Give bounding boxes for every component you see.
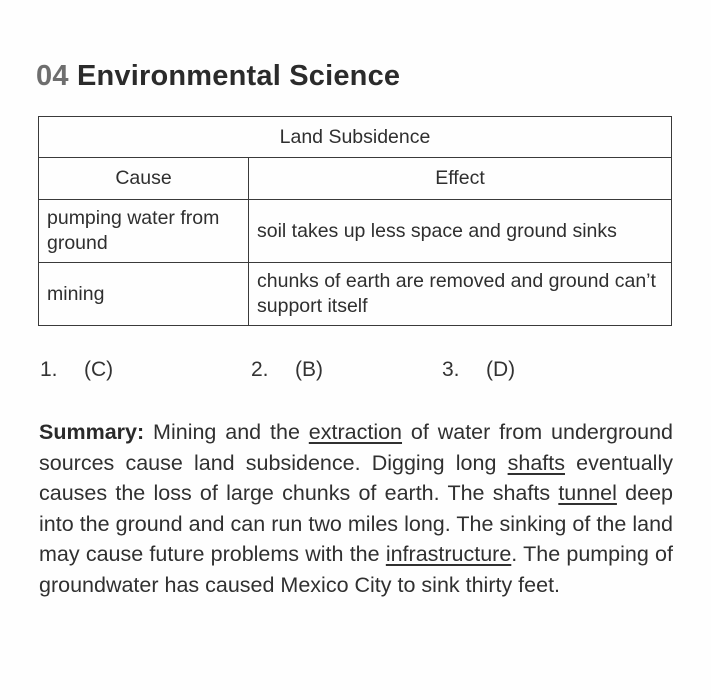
effect-cell: chunks of earth are removed and ground can’t support itself xyxy=(249,263,672,326)
vocab-word-extraction: extraction xyxy=(308,420,403,444)
answer-number: 2. xyxy=(251,358,269,381)
vocab-word-infrastructure: infrastructure xyxy=(385,542,512,566)
summary-text: Mining and the xyxy=(153,420,300,444)
table-row xyxy=(39,200,672,263)
table-header-row xyxy=(39,158,672,200)
answer-choice: (C) xyxy=(84,358,114,381)
answer-item xyxy=(251,358,323,382)
vocab-word-shafts: shafts xyxy=(507,450,565,475)
answer-number: 3. xyxy=(442,358,460,381)
table-caption-row xyxy=(39,117,672,158)
answer-item xyxy=(40,358,113,382)
section-number: 04 xyxy=(36,60,69,92)
answer-choice: (B) xyxy=(295,358,323,381)
answer-key xyxy=(0,358,711,388)
page-title xyxy=(36,60,400,93)
table-caption: Land Subsidence xyxy=(39,117,672,158)
section-title: Environmental Science xyxy=(76,60,401,92)
cause-cell: mining xyxy=(39,263,249,326)
summary-label: Summary: xyxy=(39,420,145,444)
vocab-word-tunnel: tunnel xyxy=(558,481,617,505)
column-header-effect: Effect xyxy=(249,158,672,200)
effect-cell: soil takes up less space and ground sinks xyxy=(249,200,672,263)
summary-text: eventually causes the loss of large chunks of earth. The shafts xyxy=(39,450,673,505)
summary-text: of water from underground sources cause land subsidence. Digging long xyxy=(39,420,673,475)
answer-number: 1. xyxy=(40,358,58,381)
answer-item xyxy=(442,358,515,382)
cause-cell: pumping water from ground xyxy=(39,200,249,263)
summary-text: . The pumping of groundwater has caused Mexico City to sink thirty feet. xyxy=(39,542,673,597)
summary-paragraph xyxy=(39,417,673,600)
column-header-cause: Cause xyxy=(39,158,249,200)
summary-text: deep into the ground and can run two miles long. The sinking of the land may cause future problems with the xyxy=(39,481,673,566)
land-subsidence-table xyxy=(38,116,672,326)
table-row xyxy=(39,263,672,326)
answer-choice: (D) xyxy=(486,358,516,381)
